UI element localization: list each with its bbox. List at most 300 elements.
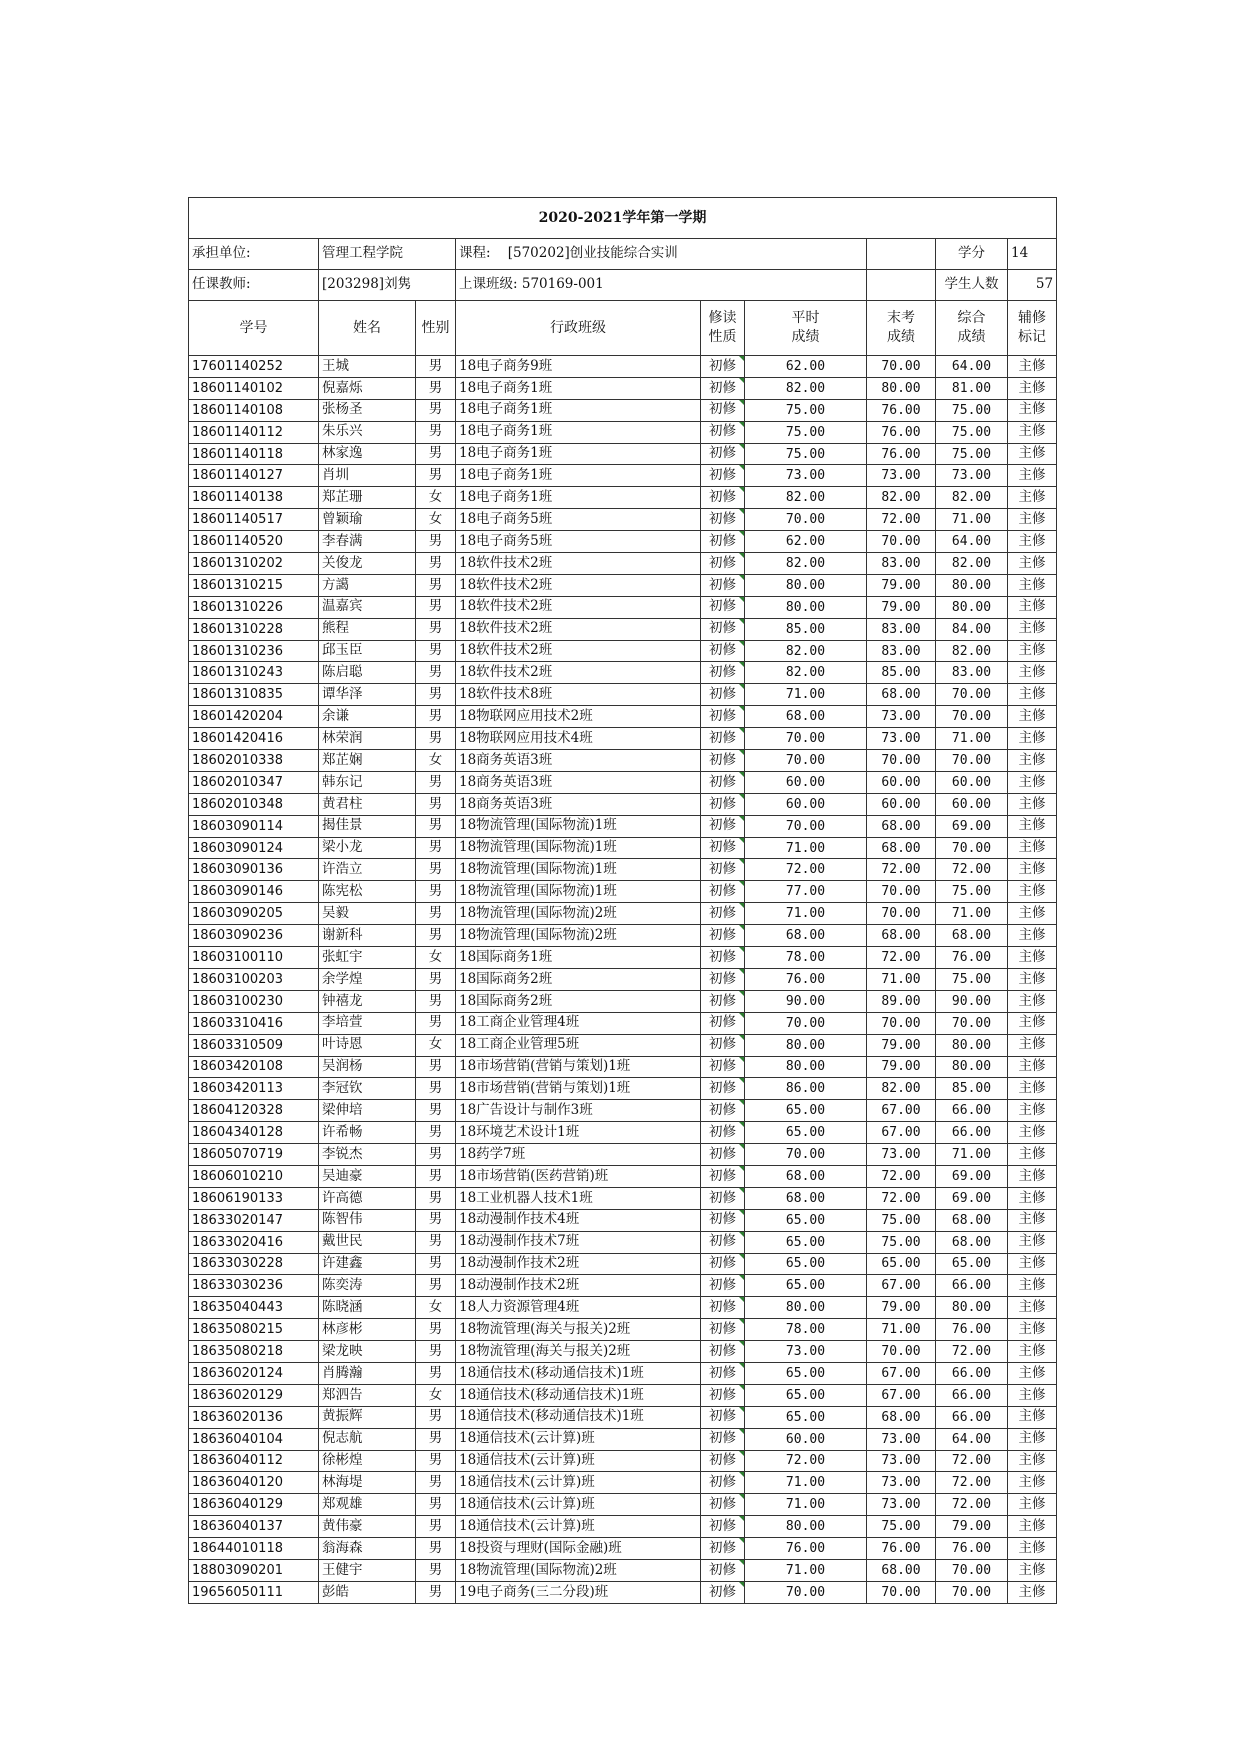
study-type: 初修	[701, 1297, 745, 1319]
daily-score: 80.00	[745, 596, 867, 618]
header-type	[701, 301, 745, 356]
student-id: 18603090146	[189, 881, 319, 903]
table-row	[189, 1231, 1057, 1253]
major-mark: 主修	[1008, 1187, 1057, 1209]
daily-score: 71.00	[745, 1559, 867, 1581]
major-mark: 主修	[1008, 1297, 1057, 1319]
header-total-line2: 成绩	[957, 329, 986, 345]
major-mark: 主修	[1008, 1341, 1057, 1363]
student-name: 戴世民	[319, 1231, 416, 1253]
major-mark: 主修	[1008, 662, 1057, 684]
semester-title: 2020-2021学年第一学期	[189, 198, 1057, 239]
student-name: 吴迪豪	[319, 1165, 416, 1187]
student-id: 18601140138	[189, 487, 319, 509]
student-name: 徐彬煌	[319, 1450, 416, 1472]
total-score: 72.00	[936, 1450, 1008, 1472]
student-name: 陈宪松	[319, 881, 416, 903]
final-score: 73.00	[867, 728, 936, 750]
header-name: 姓名	[319, 301, 416, 356]
student-name: 曾颖瑜	[319, 509, 416, 531]
student-id: 18601140108	[189, 399, 319, 421]
student-id: 18635080218	[189, 1341, 319, 1363]
student-name: 朱乐兴	[319, 421, 416, 443]
major-mark: 主修	[1008, 1384, 1057, 1406]
student-name: 郑泗告	[319, 1384, 416, 1406]
major-mark: 主修	[1008, 421, 1057, 443]
final-score: 73.00	[867, 1428, 936, 1450]
admin-class: 18软件技术2班	[456, 640, 701, 662]
table-row	[189, 1362, 1057, 1384]
final-score: 70.00	[867, 881, 936, 903]
student-name: 张虹宇	[319, 947, 416, 969]
student-id: 18636040137	[189, 1516, 319, 1538]
major-mark: 主修	[1008, 1034, 1057, 1056]
credit-value: 14	[1008, 239, 1057, 270]
study-type: 初修	[701, 859, 745, 881]
major-mark: 主修	[1008, 618, 1057, 640]
major-mark: 主修	[1008, 815, 1057, 837]
final-score: 70.00	[867, 750, 936, 772]
daily-score: 71.00	[745, 837, 867, 859]
table-row	[189, 990, 1057, 1012]
daily-score: 70.00	[745, 728, 867, 750]
course-label: 课程:	[459, 245, 491, 262]
study-type: 初修	[701, 1516, 745, 1538]
student-id: 18602010347	[189, 771, 319, 793]
table-row	[189, 377, 1057, 399]
student-id: 18603100203	[189, 968, 319, 990]
header-id: 学号	[189, 301, 319, 356]
daily-score: 85.00	[745, 618, 867, 640]
total-score: 60.00	[936, 771, 1008, 793]
student-name: 林彦彬	[319, 1319, 416, 1341]
student-id: 18633020416	[189, 1231, 319, 1253]
daily-score: 82.00	[745, 640, 867, 662]
study-type: 初修	[701, 1494, 745, 1516]
major-mark: 主修	[1008, 947, 1057, 969]
major-mark: 主修	[1008, 509, 1057, 531]
student-sex: 男	[416, 1144, 456, 1166]
header-mark-line1: 辅修	[1018, 310, 1047, 327]
admin-class: 18动漫制作技术2班	[456, 1275, 701, 1297]
total-score: 70.00	[936, 684, 1008, 706]
credit-label: 学分	[936, 239, 1008, 270]
student-sex: 女	[416, 1384, 456, 1406]
study-type: 初修	[701, 1209, 745, 1231]
table-row	[189, 750, 1057, 772]
daily-score: 75.00	[745, 421, 867, 443]
student-id: 18636020136	[189, 1406, 319, 1428]
student-id: 18636040129	[189, 1494, 319, 1516]
course-info-row	[189, 239, 1057, 270]
student-id: 18601310243	[189, 662, 319, 684]
total-score: 75.00	[936, 443, 1008, 465]
major-mark: 主修	[1008, 1056, 1057, 1078]
study-type: 初修	[701, 421, 745, 443]
daily-score: 70.00	[745, 509, 867, 531]
table-row	[189, 728, 1057, 750]
student-id: 18601420204	[189, 706, 319, 728]
table-row	[189, 1319, 1057, 1341]
student-sex: 男	[416, 640, 456, 662]
study-type: 初修	[701, 1559, 745, 1581]
study-type: 初修	[701, 1581, 745, 1603]
admin-class: 18国际商务2班	[456, 990, 701, 1012]
table-row	[189, 1516, 1057, 1538]
student-sex: 男	[416, 1516, 456, 1538]
study-type: 初修	[701, 1144, 745, 1166]
student-name: 谭华泽	[319, 684, 416, 706]
study-type: 初修	[701, 1319, 745, 1341]
study-type: 初修	[701, 684, 745, 706]
header-daily	[745, 301, 867, 356]
student-name: 郑芷娴	[319, 750, 416, 772]
study-type: 初修	[701, 1034, 745, 1056]
total-score: 75.00	[936, 421, 1008, 443]
admin-class: 18工业机器人技术1班	[456, 1187, 701, 1209]
final-score: 76.00	[867, 421, 936, 443]
major-mark: 主修	[1008, 553, 1057, 575]
total-score: 73.00	[936, 465, 1008, 487]
daily-score: 70.00	[745, 1144, 867, 1166]
student-name: 李锐杰	[319, 1144, 416, 1166]
major-mark: 主修	[1008, 793, 1057, 815]
student-sex: 男	[416, 1122, 456, 1144]
student-name: 许高德	[319, 1187, 416, 1209]
final-score: 79.00	[867, 596, 936, 618]
table-row	[189, 487, 1057, 509]
final-score: 76.00	[867, 443, 936, 465]
student-id: 18633020147	[189, 1209, 319, 1231]
header-type-line2: 性质	[708, 329, 737, 345]
student-id: 18606010210	[189, 1165, 319, 1187]
student-sex: 男	[416, 1581, 456, 1603]
daily-score: 65.00	[745, 1100, 867, 1122]
daily-score: 80.00	[745, 574, 867, 596]
student-id: 18601310835	[189, 684, 319, 706]
student-name: 陈智伟	[319, 1209, 416, 1231]
study-type: 初修	[701, 1100, 745, 1122]
total-score: 72.00	[936, 1472, 1008, 1494]
total-score: 64.00	[936, 356, 1008, 378]
table-row	[189, 640, 1057, 662]
study-type: 初修	[701, 837, 745, 859]
study-type: 初修	[701, 399, 745, 421]
study-type: 初修	[701, 356, 745, 378]
course-info	[456, 239, 867, 270]
total-score: 69.00	[936, 815, 1008, 837]
study-type: 初修	[701, 1406, 745, 1428]
final-score: 68.00	[867, 815, 936, 837]
student-sex: 男	[416, 903, 456, 925]
final-score: 72.00	[867, 859, 936, 881]
major-mark: 主修	[1008, 1144, 1057, 1166]
study-type: 初修	[701, 1231, 745, 1253]
final-score: 70.00	[867, 356, 936, 378]
student-id: 18606190133	[189, 1187, 319, 1209]
final-score: 75.00	[867, 1209, 936, 1231]
table-row	[189, 1209, 1057, 1231]
study-type: 初修	[701, 903, 745, 925]
header-total	[936, 301, 1008, 356]
daily-score: 71.00	[745, 684, 867, 706]
total-score: 85.00	[936, 1078, 1008, 1100]
student-name: 李培萱	[319, 1012, 416, 1034]
class-value: 570169-001	[521, 276, 604, 293]
final-score: 70.00	[867, 1012, 936, 1034]
daily-score: 76.00	[745, 1538, 867, 1560]
daily-score: 70.00	[745, 815, 867, 837]
daily-score: 71.00	[745, 1494, 867, 1516]
student-rows	[189, 356, 1057, 1604]
final-score: 70.00	[867, 903, 936, 925]
student-name: 李春满	[319, 531, 416, 553]
unit-label: 承担单位:	[189, 239, 319, 270]
student-name: 梁龙映	[319, 1341, 416, 1363]
study-type: 初修	[701, 465, 745, 487]
final-score: 67.00	[867, 1275, 936, 1297]
final-score: 73.00	[867, 465, 936, 487]
student-sex: 男	[416, 990, 456, 1012]
student-name: 许建鑫	[319, 1253, 416, 1275]
major-mark: 主修	[1008, 990, 1057, 1012]
study-type: 初修	[701, 771, 745, 793]
final-score: 79.00	[867, 1034, 936, 1056]
admin-class: 18人力资源管理4班	[456, 1297, 701, 1319]
study-type: 初修	[701, 947, 745, 969]
admin-class: 18软件技术8班	[456, 684, 701, 706]
final-score: 68.00	[867, 837, 936, 859]
student-sex: 男	[416, 1494, 456, 1516]
major-mark: 主修	[1008, 377, 1057, 399]
major-mark: 主修	[1008, 771, 1057, 793]
student-sex: 男	[416, 662, 456, 684]
final-score: 67.00	[867, 1362, 936, 1384]
table-row	[189, 1012, 1057, 1034]
major-mark: 主修	[1008, 881, 1057, 903]
admin-class: 18软件技术2班	[456, 574, 701, 596]
admin-class: 18物流管理(国际物流)2班	[456, 925, 701, 947]
table-row	[189, 1165, 1057, 1187]
admin-class: 18通信技术(云计算)班	[456, 1494, 701, 1516]
student-id: 18636040120	[189, 1472, 319, 1494]
final-score: 68.00	[867, 1559, 936, 1581]
student-sex: 男	[416, 399, 456, 421]
final-score: 68.00	[867, 925, 936, 947]
total-score: 82.00	[936, 553, 1008, 575]
header-final	[867, 301, 936, 356]
student-id: 18636020124	[189, 1362, 319, 1384]
major-mark: 主修	[1008, 1538, 1057, 1560]
total-score: 60.00	[936, 793, 1008, 815]
study-type: 初修	[701, 618, 745, 640]
final-score: 67.00	[867, 1100, 936, 1122]
info-blank-2	[867, 270, 936, 301]
admin-class: 18动漫制作技术4班	[456, 1209, 701, 1231]
daily-score: 82.00	[745, 377, 867, 399]
major-mark: 主修	[1008, 1209, 1057, 1231]
final-score: 83.00	[867, 553, 936, 575]
study-type: 初修	[701, 1056, 745, 1078]
count-label: 学生人数	[936, 270, 1008, 301]
final-score: 72.00	[867, 509, 936, 531]
daily-score: 80.00	[745, 1056, 867, 1078]
major-mark: 主修	[1008, 1362, 1057, 1384]
major-mark: 主修	[1008, 1275, 1057, 1297]
student-sex: 男	[416, 356, 456, 378]
student-name: 谢新科	[319, 925, 416, 947]
admin-class: 18商务英语3班	[456, 750, 701, 772]
final-score: 76.00	[867, 1538, 936, 1560]
admin-class: 18通信技术(云计算)班	[456, 1516, 701, 1538]
major-mark: 主修	[1008, 1494, 1057, 1516]
total-score: 76.00	[936, 1319, 1008, 1341]
total-score: 70.00	[936, 750, 1008, 772]
table-row	[189, 1078, 1057, 1100]
admin-class: 18通信技术(云计算)班	[456, 1450, 701, 1472]
student-name: 翁海森	[319, 1538, 416, 1560]
student-name: 陈晓涵	[319, 1297, 416, 1319]
daily-score: 80.00	[745, 1516, 867, 1538]
daily-score: 62.00	[745, 531, 867, 553]
daily-score: 78.00	[745, 947, 867, 969]
admin-class: 18市场营销(医药营销)班	[456, 1165, 701, 1187]
table-row	[189, 771, 1057, 793]
daily-score: 72.00	[745, 859, 867, 881]
admin-class: 18投资与理财(国际金融)班	[456, 1538, 701, 1560]
student-id: 18635040443	[189, 1297, 319, 1319]
total-score: 72.00	[936, 1494, 1008, 1516]
final-score: 65.00	[867, 1253, 936, 1275]
total-score: 66.00	[936, 1362, 1008, 1384]
student-name: 叶诗恩	[319, 1034, 416, 1056]
table-row	[189, 881, 1057, 903]
study-type: 初修	[701, 1275, 745, 1297]
major-mark: 主修	[1008, 1253, 1057, 1275]
student-sex: 男	[416, 1187, 456, 1209]
major-mark: 主修	[1008, 925, 1057, 947]
table-row	[189, 1100, 1057, 1122]
student-name: 余学煌	[319, 968, 416, 990]
admin-class: 18市场营销(营销与策划)1班	[456, 1078, 701, 1100]
study-type: 初修	[701, 1341, 745, 1363]
daily-score: 75.00	[745, 443, 867, 465]
admin-class: 18物联网应用技术4班	[456, 728, 701, 750]
table-row	[189, 1144, 1057, 1166]
column-header-row	[189, 301, 1057, 356]
total-score: 82.00	[936, 487, 1008, 509]
total-score: 71.00	[936, 1144, 1008, 1166]
unit-value: 管理工程学院	[319, 239, 456, 270]
table-row	[189, 1538, 1057, 1560]
student-id: 18635080215	[189, 1319, 319, 1341]
major-mark: 主修	[1008, 1100, 1057, 1122]
admin-class: 18通信技术(云计算)班	[456, 1428, 701, 1450]
total-score: 80.00	[936, 596, 1008, 618]
table-row	[189, 596, 1057, 618]
total-score: 68.00	[936, 1209, 1008, 1231]
final-score: 83.00	[867, 640, 936, 662]
total-score: 70.00	[936, 1581, 1008, 1603]
total-score: 66.00	[936, 1100, 1008, 1122]
major-mark: 主修	[1008, 531, 1057, 553]
daily-score: 65.00	[745, 1406, 867, 1428]
score-sheet	[188, 197, 1056, 1604]
total-score: 80.00	[936, 1056, 1008, 1078]
study-type: 初修	[701, 596, 745, 618]
admin-class: 18商务英语3班	[456, 771, 701, 793]
student-sex: 男	[416, 531, 456, 553]
total-score: 66.00	[936, 1406, 1008, 1428]
student-name: 钟禧龙	[319, 990, 416, 1012]
major-mark: 主修	[1008, 1472, 1057, 1494]
table-row	[189, 903, 1057, 925]
class-info	[456, 270, 867, 301]
student-id: 18602010338	[189, 750, 319, 772]
student-sex: 女	[416, 509, 456, 531]
student-sex: 男	[416, 1012, 456, 1034]
admin-class: 18电子商务1班	[456, 399, 701, 421]
admin-class: 18软件技术2班	[456, 596, 701, 618]
daily-score: 68.00	[745, 925, 867, 947]
total-score: 79.00	[936, 1516, 1008, 1538]
total-score: 64.00	[936, 1428, 1008, 1450]
info-blank	[867, 239, 936, 270]
study-type: 初修	[701, 1538, 745, 1560]
daily-score: 65.00	[745, 1231, 867, 1253]
admin-class: 18动漫制作技术7班	[456, 1231, 701, 1253]
student-id: 18633030236	[189, 1275, 319, 1297]
total-score: 66.00	[936, 1275, 1008, 1297]
major-mark: 主修	[1008, 640, 1057, 662]
study-type: 初修	[701, 531, 745, 553]
total-score: 80.00	[936, 574, 1008, 596]
student-name: 张杨圣	[319, 399, 416, 421]
student-name: 邱玉臣	[319, 640, 416, 662]
table-row	[189, 793, 1057, 815]
total-score: 76.00	[936, 947, 1008, 969]
table-row	[189, 443, 1057, 465]
daily-score: 68.00	[745, 706, 867, 728]
major-mark: 主修	[1008, 1165, 1057, 1187]
major-mark: 主修	[1008, 903, 1057, 925]
major-mark: 主修	[1008, 1231, 1057, 1253]
final-score: 60.00	[867, 771, 936, 793]
table-row	[189, 1406, 1057, 1428]
count-value: 57	[1008, 270, 1057, 301]
study-type: 初修	[701, 1187, 745, 1209]
student-name: 许浩立	[319, 859, 416, 881]
final-score: 71.00	[867, 968, 936, 990]
major-mark: 主修	[1008, 968, 1057, 990]
student-name: 郑观雄	[319, 1494, 416, 1516]
study-type: 初修	[701, 1012, 745, 1034]
total-score: 83.00	[936, 662, 1008, 684]
student-id: 18604340128	[189, 1122, 319, 1144]
admin-class: 18软件技术2班	[456, 662, 701, 684]
admin-class: 18物流管理(海关与报关)2班	[456, 1341, 701, 1363]
table-row	[189, 1187, 1057, 1209]
admin-class: 18电子商务1班	[456, 421, 701, 443]
student-id: 18603090114	[189, 815, 319, 837]
study-type: 初修	[701, 1472, 745, 1494]
final-score: 83.00	[867, 618, 936, 640]
final-score: 60.00	[867, 793, 936, 815]
total-score: 68.00	[936, 1231, 1008, 1253]
student-id: 18633030228	[189, 1253, 319, 1275]
student-name: 李冠钦	[319, 1078, 416, 1100]
daily-score: 73.00	[745, 465, 867, 487]
